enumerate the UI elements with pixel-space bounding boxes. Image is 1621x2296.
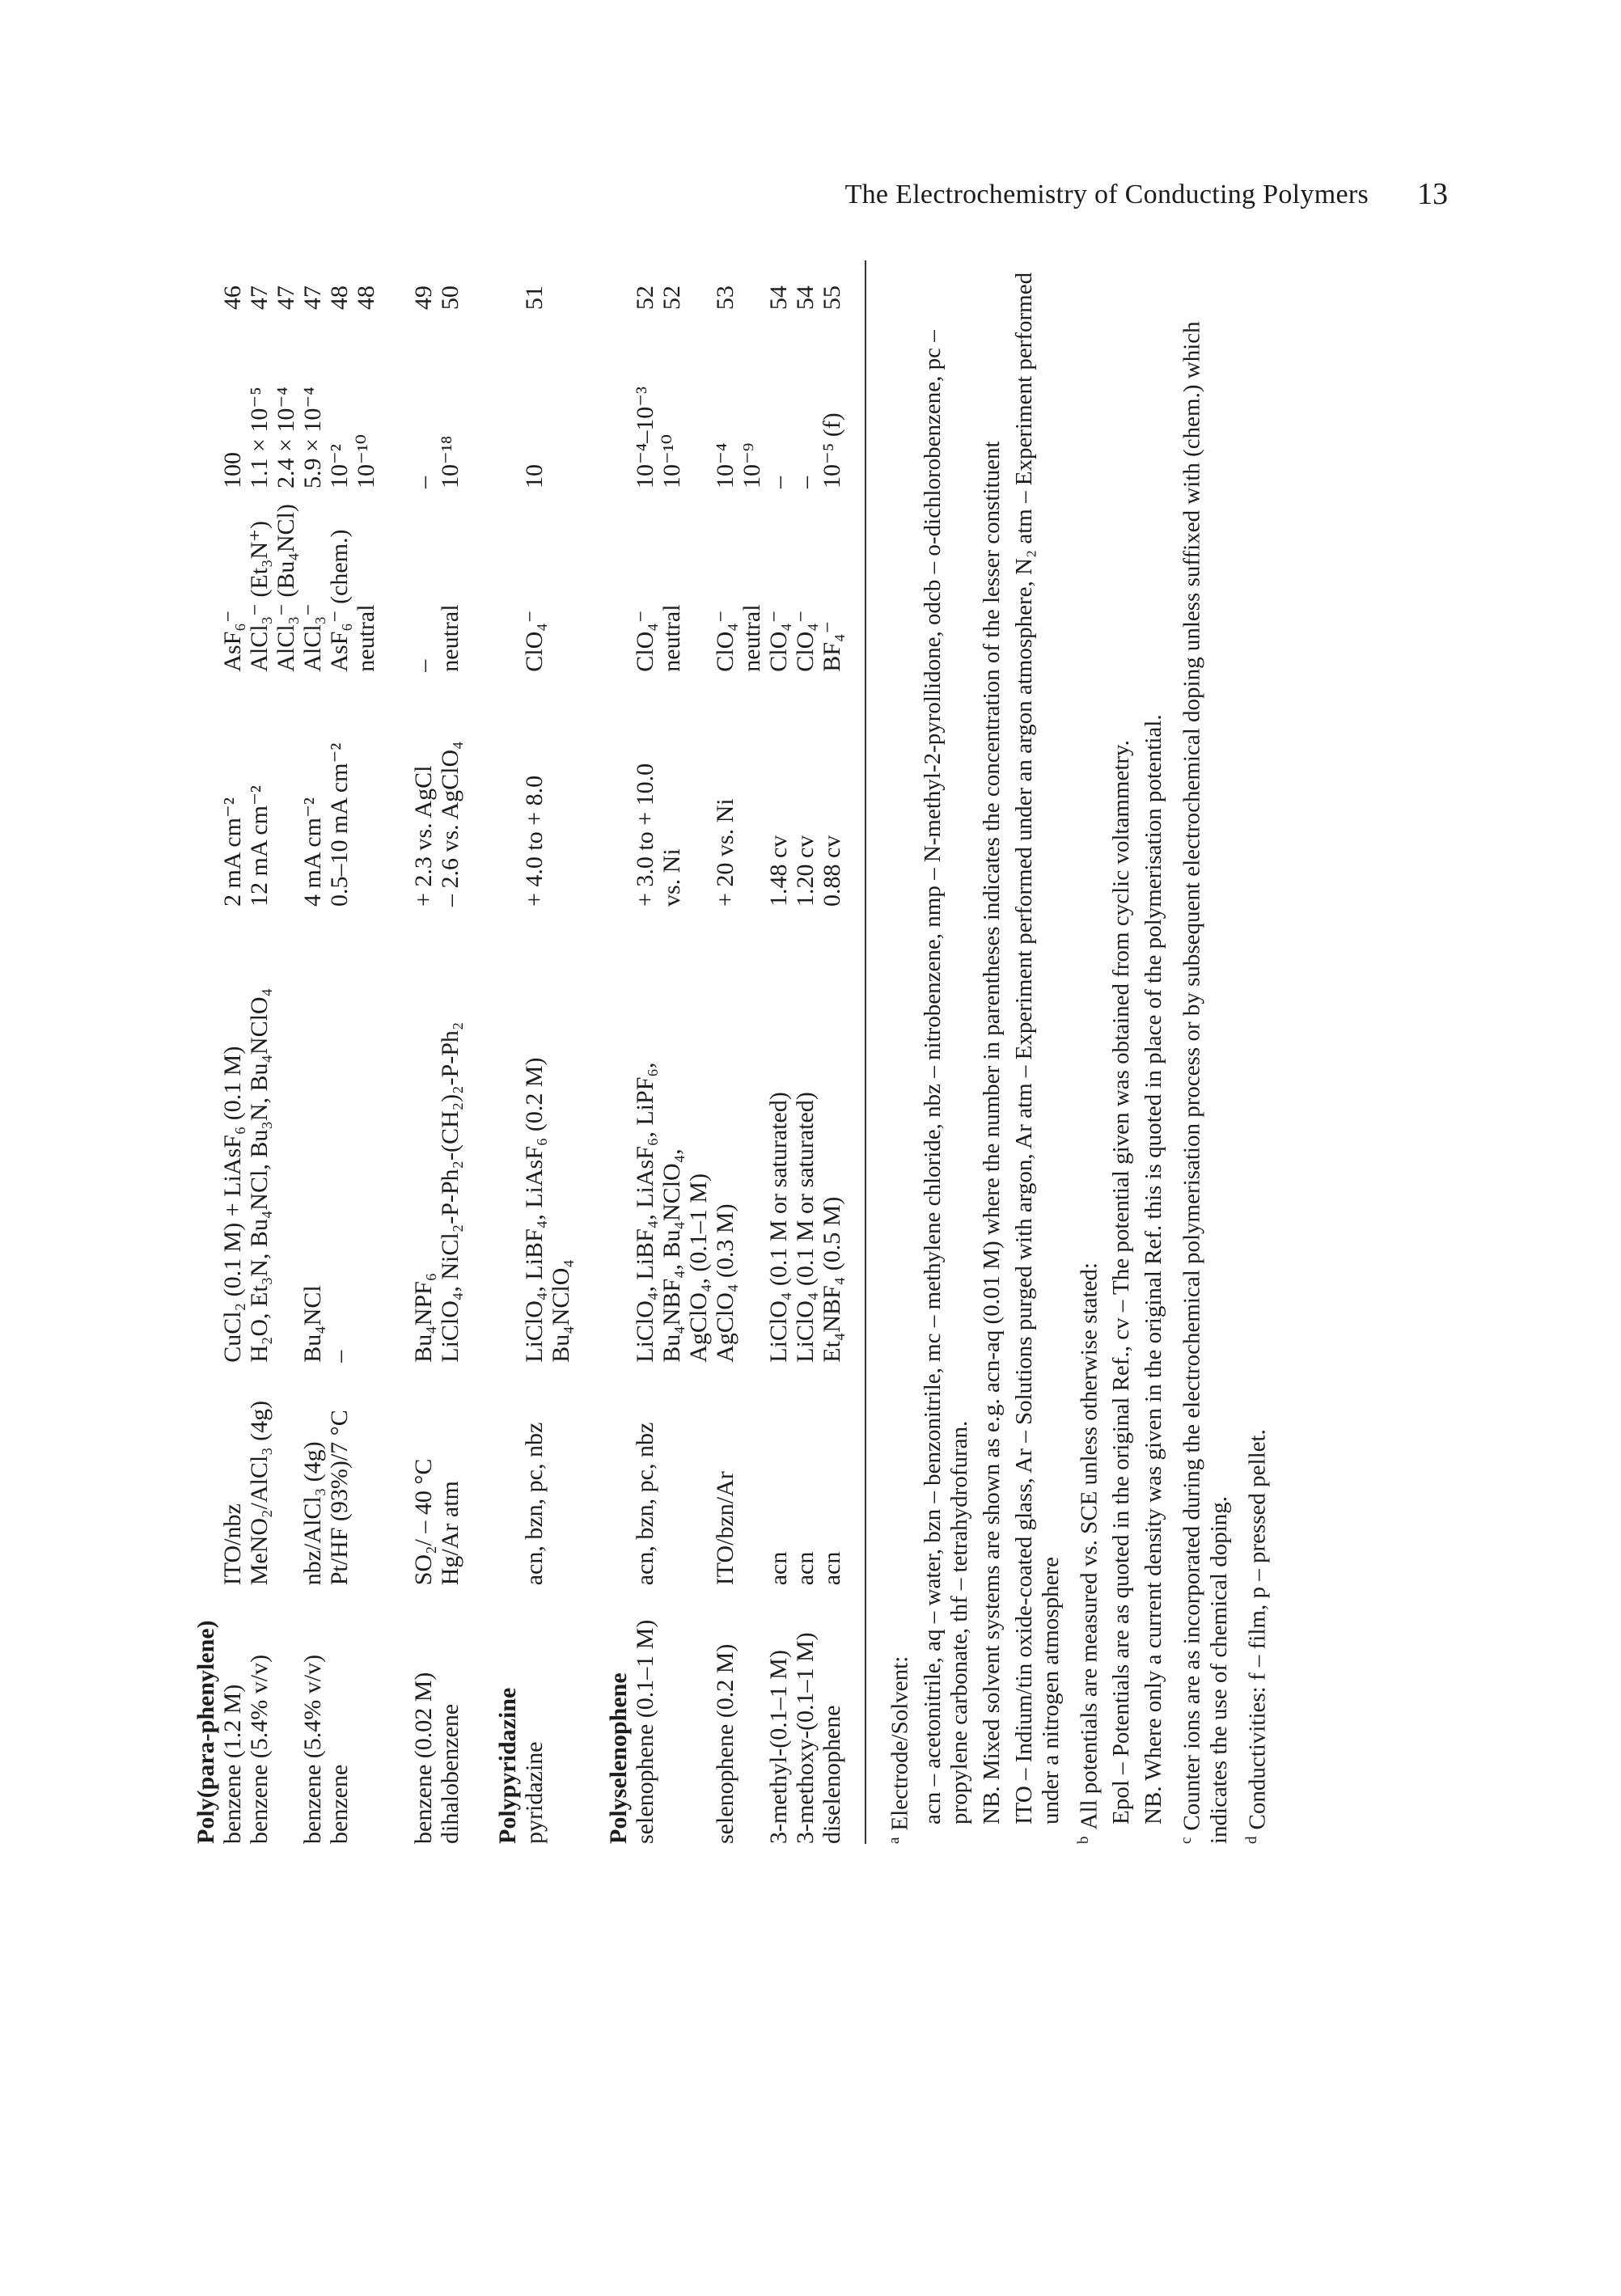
table-row — [632, 259, 658, 1844]
footnotes — [881, 267, 1272, 1844]
ref-cell: 48 — [353, 285, 379, 311]
spacer-row — [463, 259, 494, 1844]
counter-ion-cell: AlCl₃⁻ (Bu₄NCl) — [273, 504, 299, 672]
footnote — [881, 267, 914, 1844]
conductivity-cell: – — [792, 476, 819, 488]
electrode-solvent-cell: acn, bzn, pc, nbz — [632, 1422, 658, 1586]
section-heading: Poly(para-phenylene) — [193, 1620, 219, 1844]
conductivity-cell: 2.4 × 10⁻⁴ — [273, 387, 299, 488]
table-body — [193, 259, 845, 1844]
table-row — [353, 259, 379, 1844]
counter-ion-cell: AsF₆⁻ — [219, 610, 246, 672]
potential-cell: 0.88 cv — [819, 835, 845, 907]
footnote-text: Epol – Potentials are as quoted in the original Ref., cv – The potential given was obtained from cyclic voltammetry. — [1108, 740, 1135, 1825]
section-heading-row — [494, 259, 521, 1844]
electrolyte-cell — [353, 907, 379, 1363]
monomer-cell — [548, 1585, 574, 1844]
footnote-text: All potentials are measured vs. SCE unless otherwise stated: — [1076, 1262, 1103, 1830]
footnote-text: NB. Where only a current density was given in the original Ref. this is quoted in place of the polymerisation potential. — [1141, 714, 1167, 1825]
section-heading: Polypyridazine — [494, 1687, 521, 1844]
electrode-solvent-cell — [548, 1363, 574, 1586]
conductivity-cell: 100 — [219, 452, 246, 488]
electrode-solvent-cell — [739, 1363, 765, 1586]
ref-cell: 47 — [299, 285, 326, 311]
counter-ion-cell: neutral — [353, 604, 379, 672]
counter-ion-cell: ClO₄⁻ — [765, 610, 792, 672]
counter-ion-cell: ClO₄⁻ — [521, 610, 548, 672]
counter-ion-cell — [548, 488, 574, 672]
electrolyte-cell: Bu₄NPF₆ — [410, 1272, 437, 1363]
counter-ion-cell — [685, 488, 712, 672]
electrode-solvent-cell: nbz/AlCl₃ (4g) — [299, 1441, 326, 1586]
page-number: 13 — [1417, 177, 1448, 211]
ref-cell: 48 — [326, 285, 353, 311]
counter-ion-cell: neutral — [739, 604, 765, 672]
monomer-cell: benzene (1.2 M) — [219, 1684, 246, 1844]
ref-cell: 51 — [521, 285, 548, 311]
electrode-solvent-cell — [273, 1363, 299, 1586]
footnote-marker: d — [1242, 1836, 1260, 1844]
spacer-row — [379, 259, 410, 1844]
electrode-solvent-cell: acn — [792, 1551, 819, 1586]
ref-cell: 55 — [819, 285, 845, 311]
spacer-row — [574, 259, 605, 1844]
ref-cell: 50 — [437, 285, 463, 311]
counter-ion-cell: AlCl₃⁻ — [299, 603, 326, 672]
table-row — [246, 259, 273, 1844]
electrolyte-cell: LiClO₄ (0.1 M or saturated) — [765, 1092, 792, 1363]
spacer-cell — [574, 259, 605, 1844]
spacer-cell — [379, 259, 410, 1844]
conductivity-cell: 10⁻¹⁸ — [437, 435, 463, 488]
conductivity-cell: – — [410, 476, 437, 488]
footnote — [979, 267, 1005, 1844]
ref-cell: 52 — [632, 285, 658, 311]
electrode-solvent-cell: acn — [765, 1551, 792, 1586]
conductivity-cell: 1.1 × 10⁻⁵ — [246, 387, 273, 488]
potential-cell — [739, 672, 765, 907]
conductivity-cell: – — [765, 476, 792, 488]
monomer-cell — [739, 1585, 765, 1844]
monomer-cell: benzene (0.02 M) — [410, 1672, 437, 1844]
table-row — [521, 259, 548, 1844]
potential-cell: 2 mA cm⁻² — [219, 797, 246, 907]
electrode-solvent-cell: MeNO₂/AlCl₃ (4g) — [246, 1400, 273, 1586]
ref-cell: 46 — [219, 285, 246, 311]
electrode-solvent-cell: acn — [819, 1551, 845, 1586]
section-heading-row — [193, 259, 219, 1844]
counter-ion-cell: – — [410, 659, 437, 672]
table-row — [219, 259, 246, 1844]
table-row — [819, 259, 845, 1844]
electrode-solvent-cell: acn, bzn, pc, nbz — [521, 1422, 548, 1586]
monomer-cell: benzene (5.4% v/v) — [299, 1654, 326, 1844]
potential-cell: + 3.0 to + 10.0 — [632, 763, 658, 907]
electrolyte-cell: Bu₄NBF₄, Bu₄NClO₄, — [658, 1148, 685, 1363]
potential-cell: 0.5–10 mA cm⁻² — [326, 742, 353, 907]
ref-cell: 52 — [658, 285, 685, 311]
counter-ion-cell: AlCl₃⁻ (Et₃N⁺) — [246, 521, 273, 672]
counter-ion-cell: ClO₄⁻ — [712, 610, 739, 672]
electrode-solvent-cell — [353, 1363, 379, 1586]
electrode-solvent-cell: ITO/bzn/Ar — [712, 1471, 739, 1586]
counter-ion-cell: neutral — [437, 604, 463, 672]
table-row — [437, 259, 463, 1844]
electrolyte-cell: Bu₄NClO₄ — [548, 1259, 574, 1363]
monomer-cell — [353, 1585, 379, 1844]
electrolyte-cell: LiClO₄, LiBF₄, LiAsF₆ (0.2 M) — [521, 1057, 548, 1363]
electrolyte-cell — [739, 907, 765, 1363]
footnote-text: Conductivities: f – film, p – pressed pellet. — [1244, 1429, 1271, 1830]
monomer-cell: 3-methyl-(0.1–1 M) — [765, 1650, 792, 1844]
electrolyte-cell: AgClO₄, (0.1–1 M) — [685, 1173, 712, 1363]
ref-cell: 47 — [246, 285, 273, 311]
footnote-text: Electrode/Solvent: — [887, 1655, 913, 1831]
footnote — [1108, 267, 1135, 1844]
monomer-cell: selenophene (0.2 M) — [712, 1643, 739, 1844]
potential-cell: 1.20 cv — [792, 835, 819, 907]
ref-cell: 49 — [410, 285, 437, 311]
conductivity-cell: 10 — [521, 464, 548, 488]
ref-cell: 53 — [712, 285, 739, 311]
footnote-marker: b — [1074, 1836, 1092, 1844]
footnote — [1238, 267, 1272, 1844]
potential-cell: 12 mA cm⁻² — [246, 785, 273, 907]
rotated-table-block — [193, 243, 1349, 1844]
table-row — [273, 259, 299, 1844]
table-row — [658, 259, 685, 1844]
potential-cell: 1.48 cv — [765, 835, 792, 907]
conductivity-cell: 10⁻⁴–10⁻³ — [632, 386, 658, 488]
table-row — [712, 259, 739, 1844]
monomer-cell: pyridazine — [521, 1741, 548, 1844]
electrode-solvent-cell: ITO/nbz — [219, 1503, 246, 1586]
potential-cell: vs. Ni — [658, 848, 685, 907]
potential-cell: + 4.0 to + 8.0 — [521, 775, 548, 907]
counter-ion-cell: BF₄⁻ — [819, 620, 845, 672]
electrode-solvent-cell — [658, 1363, 685, 1586]
table-row — [792, 259, 819, 1844]
electrode-solvent-cell: Hg/Ar atm — [437, 1481, 463, 1586]
monomer-cell — [658, 1585, 685, 1844]
electrode-solvent-cell: Pt/HF (93%)/7 °C — [326, 1410, 353, 1586]
footnote — [1141, 267, 1167, 1844]
potential-cell — [685, 672, 712, 907]
conductivity-cell: 10⁻⁹ — [739, 442, 765, 488]
table-row — [685, 259, 712, 1844]
footnote-text: acn – acetonitrile, aq – water, bzn – benzonitrile, mc – methylene chloride, nbz – nitrobenzene, nmp – N-methyl-2-pyrollidone, odcb – o-dichlorobenzene, pc – propylene carbonate, thf – tetrahydrofuran. — [919, 330, 972, 1825]
monomer-cell: benzene — [326, 1764, 353, 1844]
monomer-cell — [273, 1585, 299, 1844]
counter-ion-cell: AsF₆⁻ (chem.) — [326, 529, 353, 672]
electrolyte-cell: Et₄NBF₄ (0.5 M) — [819, 1196, 845, 1363]
counter-ion-cell: ClO₄⁻ — [632, 610, 658, 672]
conductivity-cell: 10⁻¹⁰ — [658, 434, 685, 488]
potential-cell: 4 mA cm⁻² — [299, 797, 326, 907]
running-header-title: The Electrochemistry of Conducting Polymers — [844, 180, 1369, 209]
conductivity-cell: 10⁻¹⁰ — [353, 434, 379, 488]
section-heading: Polyselenophene — [605, 1672, 632, 1844]
footnote — [1070, 267, 1103, 1844]
table-row — [739, 259, 765, 1844]
electrolyte-cell: H₂O, Et₃N, Bu₄NCl, Bu₃N, Bu₄NClO₄ — [246, 987, 273, 1363]
electrolyte-cell: – — [326, 1350, 353, 1363]
potential-cell — [548, 672, 574, 907]
footnote-text: Counter ions are as incorporated during the electrochemical polymerisation process or by subsequent electrochemical doping unless suffixed with (chem.) which indicates the use of chemical doping. — [1179, 321, 1232, 1844]
conductivity-cell: 10⁻⁵ (f) — [819, 412, 845, 488]
potential-cell — [353, 672, 379, 907]
electrolyte-cell: LiClO₄, NiCl₂-P-Ph₂-(CH₂)₂-P-Ph₂ — [437, 1021, 463, 1363]
monomer-cell — [685, 1585, 712, 1844]
potential-cell: + 20 vs. Ni — [712, 798, 739, 907]
electrode-solvent-cell — [685, 1363, 712, 1586]
monomer-cell: benzene (5.4% v/v) — [246, 1654, 273, 1844]
electrolyte-cell: LiClO₄ (0.1 M or saturated) — [792, 1092, 819, 1363]
conductivity-cell — [548, 310, 574, 488]
ref-cell — [739, 259, 765, 310]
ref-cell — [548, 259, 574, 310]
counter-ion-cell: ClO₄⁻ — [792, 610, 819, 672]
potential-cell — [273, 672, 299, 907]
ref-cell — [685, 259, 712, 310]
ref-cell: 54 — [792, 285, 819, 311]
footnote-marker: c — [1178, 1837, 1196, 1844]
electrolyte-cell — [273, 907, 299, 1363]
ref-cell: 47 — [273, 285, 299, 311]
potential-cell: – 2.6 vs. AgClO₄ — [437, 741, 463, 907]
electrolyte-cell: Bu₄NCl — [299, 1285, 326, 1363]
ref-cell: 54 — [765, 285, 792, 311]
conductivity-cell: 10⁻² — [326, 444, 353, 488]
electrolyte-cell: CuCl₂ (0.1 M) + LiAsF₆ (0.1 M) — [219, 1046, 246, 1363]
table-footnote-rule — [865, 260, 866, 1844]
monomer-cell: diselenophene — [819, 1705, 845, 1844]
electrode-solvent-cell: SO₂/ – 40 °C — [410, 1458, 437, 1586]
footnote — [1011, 267, 1064, 1844]
electrolyte-cell: LiClO₄, LiBF₄, LiAsF₆, LiPF₆, — [632, 1062, 658, 1363]
footnote-marker: a — [886, 1837, 903, 1844]
footnote-text: NB. Mixed solvent systems are shown as e.g. acn-aq (0.01 M) where the number in parentheses indicates the concentration of the lesser constituent — [978, 441, 1005, 1825]
section-heading-row — [605, 259, 632, 1844]
table-row — [765, 259, 792, 1844]
monomer-cell: dihalobenzene — [437, 1703, 463, 1844]
counter-ion-cell: neutral — [658, 604, 685, 672]
table-row — [410, 259, 437, 1844]
monomer-cell: 3-methoxy-(0.1–1 M) — [792, 1632, 819, 1844]
table-row — [299, 259, 326, 1844]
potential-cell: + 2.3 vs. AgCl — [410, 765, 437, 907]
conductivity-cell: 10⁻⁴ — [712, 442, 739, 488]
table-row — [326, 259, 353, 1844]
spacer-cell — [463, 259, 494, 1844]
polymer-table — [193, 259, 845, 1844]
footnote — [1173, 267, 1233, 1844]
conductivity-cell — [685, 310, 712, 488]
footnote — [920, 267, 973, 1844]
footnote-text: ITO – Indium/tin oxide-coated glass, Ar – Solutions purged with argon, Ar atm – Experiment performed under an argon atmosphere, N₂ atm – Experiment performed under a nitrogen atmosphere — [1010, 272, 1064, 1825]
table-row — [548, 259, 574, 1844]
conductivity-cell: 5.9 × 10⁻⁴ — [299, 387, 326, 488]
monomer-cell: selenophene (0.1–1 M) — [632, 1619, 658, 1844]
electrolyte-cell: AgClO₄ (0.3 M) — [712, 1203, 739, 1363]
